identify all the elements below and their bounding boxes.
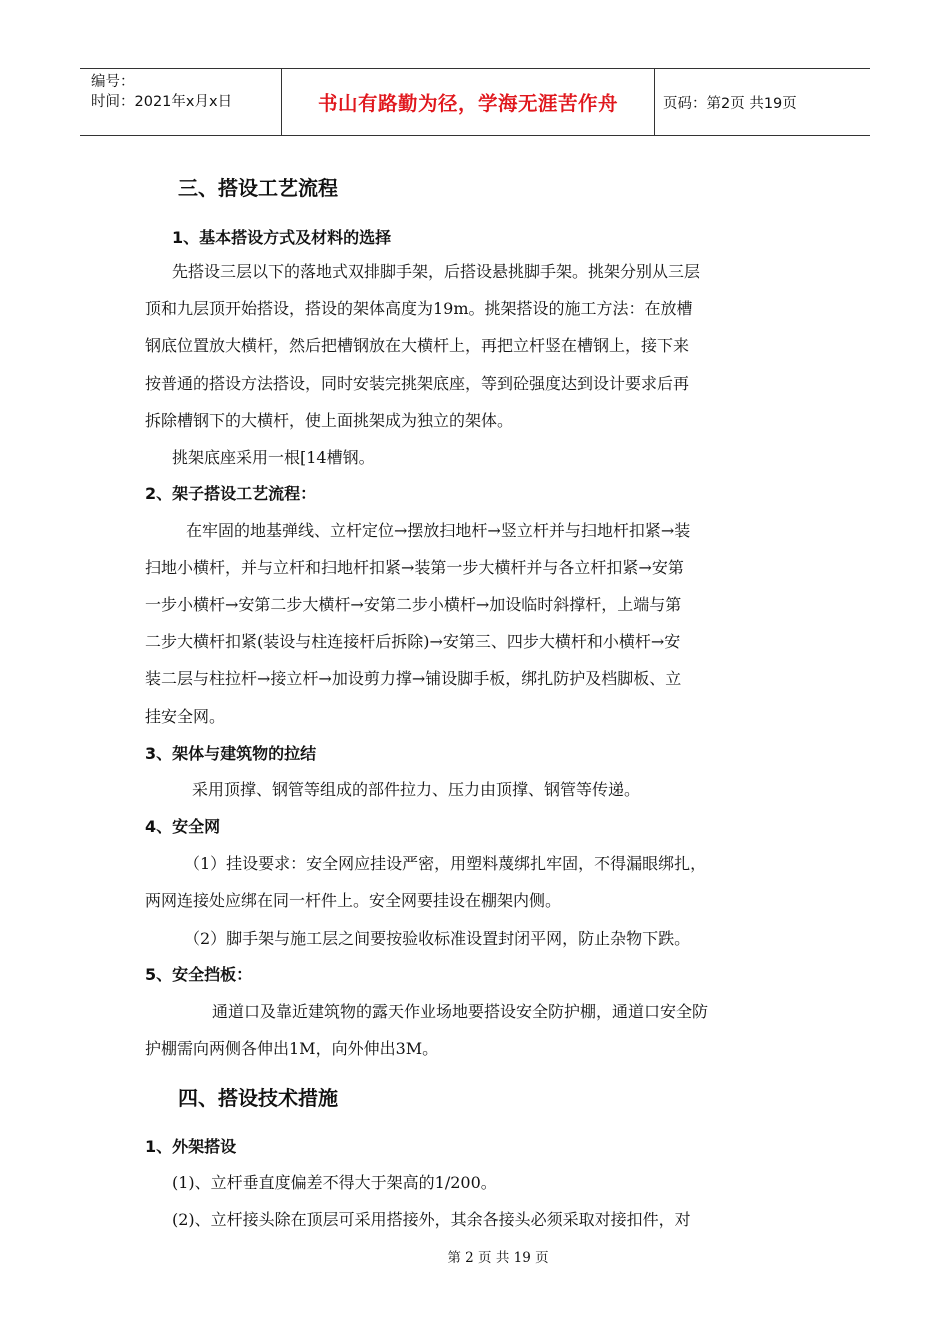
header-meta [80,69,282,135]
paragraph-line: 挑架底座采用一根[14槽钢。 [172,448,375,467]
paragraph-line: 二步大横杆扣紧(装设与柱连接杆后拆除)→安第三、四步大横杆和小横杆→安 [145,632,681,651]
header-page-number: 页码：第2页 共19页 [663,95,797,112]
section-title: 四、搭设技术措施 [178,1086,338,1110]
paragraph-line: （2）脚手架与施工层之间要按验收标准设置封闭平网，防止杂物下跌。 [184,929,691,948]
paragraph-line: 护棚需向两侧各伸出1M，向外伸出3M。 [145,1039,439,1058]
paragraph-line: 装二层与柱拉杆→接立杆→加设剪力撑→铺设脚手板，绑扎防护及档脚板、立 [145,669,682,688]
document-time-label: 时间：2021年x月x日 [91,94,233,110]
header-motto: 书山有路勤为径，学海无涯苦作舟 [282,69,655,135]
paragraph-line: （1）挂设要求：安全网应挂设严密，用塑料蔑绑扎牢固，不得漏眼绑扎， [184,854,707,873]
paragraph-line: 顶和九层顶开始搭设，搭设的架体高度为19m。挑架搭设的施工方法：在放槽 [145,299,693,318]
subsection-title: 5、安全挡板： [145,965,253,984]
paragraph-line: (1)、立杆垂直度偏差不得大于架高的1/200。 [172,1173,497,1192]
paragraph-line: 通道口及靠近建筑物的露天作业场地要搭设安全防护棚，通道口安全防 [212,1002,709,1021]
subsection-title: 2、架子搭设工艺流程： [145,484,317,503]
page-footer: 第 2 页 共 19 页 [447,1250,549,1266]
document-number-label: 编号： [91,74,135,90]
paragraph-line: 先搭设三层以下的落地式双排脚手架，后搭设悬挑脚手架。挑架分别从三层 [172,262,701,281]
paragraph-line: 钢底位置放大横杆，然后把槽钢放在大横杆上，再把立杆竖在槽钢上，接下来 [145,336,690,355]
page-header [80,68,870,136]
paragraph-line: 扫地小横杆，并与立杆和扫地杆扣紧→装第一步大横杆并与各立杆扣紧→安第 [145,558,684,577]
paragraph-line: 拆除槽钢下的大横杆，使上面挑架成为独立的架体。 [145,411,514,430]
paragraph-line: 一步小横杆→安第二步大横杆→安第二步小横杆→加设临时斜撑杆，上端与第 [145,595,682,614]
subsection-title: 4、安全网 [145,817,221,836]
paragraph-line: 两网连接处应绑在同一杆件上。安全网要挂设在棚架内侧。 [145,891,562,910]
paragraph-line: 采用顶撑、钢管等组成的部件拉力、压力由顶撑、钢管等传递。 [192,780,641,799]
paragraph-line: (2)、立杆接头除在顶层可采用搭接外，其余各接头必须采取对接扣件，对 [172,1210,691,1229]
paragraph-line: 挂安全网。 [145,707,226,726]
subsection-title: 1、外架搭设 [145,1137,237,1156]
subsection-title: 1、基本搭设方式及材料的选择 [172,228,392,247]
paragraph-line: 在牢固的地基弹线、立杆定位→摆放扫地杆→竖立杆并与扫地杆扣紧→装 [186,521,691,540]
section-title: 三、搭设工艺流程 [178,176,338,200]
paragraph-line: 按普通的搭设方法搭设，同时安装完挑架底座，等到砼强度达到设计要求后再 [145,374,690,393]
subsection-title: 3、架体与建筑物的拉结 [145,744,317,763]
